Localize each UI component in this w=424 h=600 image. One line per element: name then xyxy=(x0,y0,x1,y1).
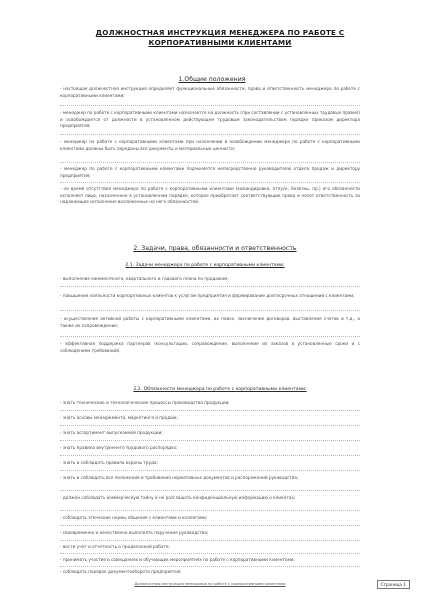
paragraph-divider xyxy=(60,162,360,163)
subsection-2-2-item-11: - принимать участие в совещаниях и обучающих мероприятиях по работе с корпоративными клиентами; xyxy=(60,557,295,562)
subsection-2-2-item-5: - знать и соблюдать правила охраны труда; xyxy=(60,460,158,465)
paragraph-divider xyxy=(60,310,360,311)
paragraph-divider xyxy=(60,134,360,135)
paragraph-divider xyxy=(60,553,360,554)
page-number-badge: Страница 1 xyxy=(377,580,410,589)
subsection-2-2-item-8: - соблюдать этические нормы общения с клиентами и коллегами; xyxy=(60,515,208,520)
subsection-2-1-heading: 2.1. Задачи менеджера по работе с корпоративными клиентами: xyxy=(125,263,285,268)
subsection-2-2-item-2: - знать основы менеджмента, маркетинга и продаж; xyxy=(60,415,178,420)
section-2-heading: 2. Задачи, права, обязанности и ответственность xyxy=(133,245,297,252)
subsection-2-2-item-12: - соблюдать порядок документооборота предприятия. xyxy=(60,569,182,574)
subsection-2-2-item-1: - знать технические и технологические процессы производства продукции; xyxy=(60,400,230,405)
subsection-2-2-item-7: - должен соблюдать коммерческую тайну и не разглашать конфиденциальную информацию о клиентах; xyxy=(60,495,296,500)
section-1-paragraph-2: - менеджер по работе с корпоративными клиентами назначается на должность (при составлении с установленных трудовых правил) и освобождается от должности в установленном действующем трудовым законодательством порядке приказом директора предприятия; xyxy=(60,110,360,129)
paragraph-divider xyxy=(60,105,360,106)
paragraph-divider xyxy=(60,540,360,541)
document-title: ДОЛЖНОСТНАЯ ИНСТРУКЦИЯ МЕНЕДЖЕРА ПО РАБОТЕ С КОРПОРАТИВНЫМИ КЛИЕНТАМИ xyxy=(95,28,345,47)
subsection-2-2-item-9: - своевременно и качественно выполнять поручения руководства; xyxy=(60,530,209,535)
paragraph-divider xyxy=(60,440,360,441)
paragraph-divider xyxy=(60,525,360,526)
subsection-2-2-item-6: - знать и соблюдать все положения и требования нормативных документов и распоряжений руководства; xyxy=(60,475,299,480)
paragraph-divider xyxy=(60,510,360,511)
paragraph-divider xyxy=(60,455,360,456)
paragraph-divider xyxy=(60,425,360,426)
paragraph-divider xyxy=(60,410,360,411)
paragraph-divider xyxy=(60,490,360,491)
section-1-paragraph-5: - на время отсутствия менеджера по работе с корпоративными клиентами (командировка, отпуск, болезнь, пр.) его обязанности исполняет лицо, назначенное в установленном порядке, которое приобретает соответствующие права и несет ответственность за надлежащее исполнение возложенных на него обязанностей. xyxy=(60,186,360,205)
paragraph-divider xyxy=(60,470,360,471)
subsection-2-1-item-4: - эффективная поддержка партнеров (консультации, сопровождение, выполнение их заказов в установленные сроки и с соблюдением требований). xyxy=(60,341,360,353)
section-1-paragraph-3: - менеджер по работе с корпоративными клиентами при назначении в освобождении менеджера по работе с корпоративными клиентами должны быть переданы все документы и материальные ценности; xyxy=(60,139,360,151)
subsection-2-1-item-1: - выполнение ежемесячного, квартального и годового плана по продажам; xyxy=(60,276,229,281)
subsection-2-2-item-4: - знать правила внутреннего трудового распорядка; xyxy=(60,445,178,450)
paragraph-divider xyxy=(60,566,360,567)
section-1-paragraph-4: - менеджер по работе с корпоративными клиентами подчиняется непосредственно руководителю отдела продаж и директору предприятия; xyxy=(60,166,360,178)
subsection-2-1-item-3: - осуществление активной работы с корпоративными клиентами, их поиск, заключение договоров, выставление счетов и т.д., а также их сопровождение; xyxy=(60,316,360,328)
section-1-paragraph-1: - настоящая должностная инструкция определяет функциональные обязанности, права и ответственность менеджера по работе с корпоративными клиентами; xyxy=(60,86,360,98)
subsection-2-2-heading: 2.2. Обязанности менеджера по работе с корпоративными клиентами: xyxy=(133,387,307,392)
section-1-heading: 1.Общие положения xyxy=(178,76,246,83)
paragraph-divider xyxy=(60,336,360,337)
subsection-2-2-item-10: - вести учет и отчетность о проделанной работе; xyxy=(60,544,170,549)
paragraph-divider xyxy=(60,286,360,287)
subsection-2-2-item-3: - знать ассортимент выпускаемой продукции; xyxy=(60,430,163,435)
page-footer: Должностная инструкция менеджера по работе с корпоративными клиентами xyxy=(134,582,286,586)
subsection-2-1-item-2: - повышение лояльности корпоративных клиентов к услугам предприятия и формирование долгосрочных отношений с клиентами; xyxy=(60,293,355,298)
paragraph-divider xyxy=(60,182,360,183)
